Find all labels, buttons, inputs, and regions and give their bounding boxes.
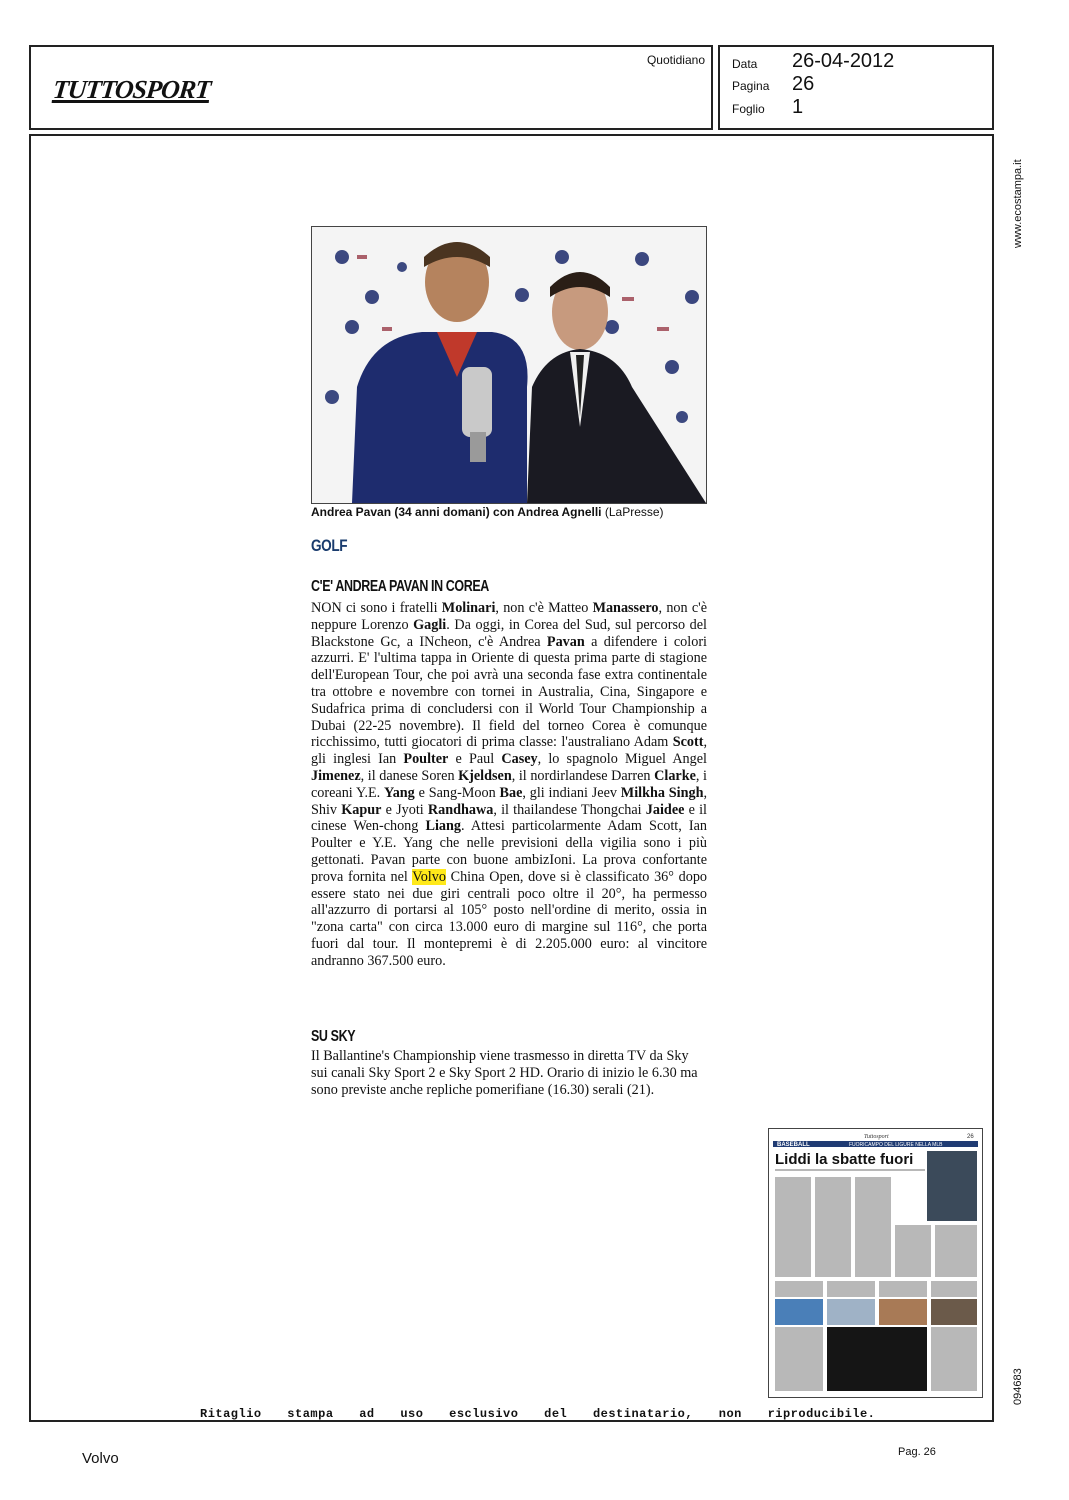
article-body	[311, 600, 707, 970]
publication-type: Quotidiano	[646, 53, 705, 67]
thumb-masthead: Tuttosport	[864, 1134, 889, 1140]
meta-value-sheet: 1	[792, 96, 804, 118]
photo-caption	[311, 505, 711, 519]
article-photo	[311, 226, 707, 504]
article-headline: C'E' ANDREA PAVAN IN COREA	[311, 578, 489, 595]
meta-value-page: 26	[792, 73, 815, 95]
page-thumbnail	[768, 1128, 983, 1398]
meta-label-sheet: Foglio	[732, 102, 765, 116]
thumb-kicker: FUORICAMPO DEL LIGURE NELLA MLB	[849, 1142, 943, 1148]
footer-disclaimer: Ritaglio stampa ad uso esclusivo del destinatario, non riproducibile.	[200, 1407, 876, 1421]
article-subhead: SU SKY	[311, 1028, 356, 1045]
caption-text: Andrea Pavan (34 anni domani) con Andrea Agnelli	[311, 505, 602, 519]
caption-source: (LaPresse)	[604, 505, 664, 519]
article-body-secondary: Il Ballantine's Championship viene trasmesso in diretta TV da Sky sui canali Sky Sport 2 e Sky Sport 2 HD. Orario di inizio le 6.30 ma sono previste anche repliche pomerifiane (16.30) serali (21).	[311, 1048, 698, 1098]
header-masthead-box	[29, 45, 713, 130]
header-meta-box	[718, 45, 994, 130]
client-name: Volvo	[82, 1450, 119, 1467]
section-label: GOLF	[311, 536, 348, 555]
meta-label-page: Pagina	[732, 79, 770, 93]
meta-value-date: 26-04-2012	[792, 50, 895, 72]
side-url: www.ecostampa.it	[1012, 159, 1024, 248]
photo-illustration	[312, 227, 706, 503]
thumb-page: 26	[967, 1134, 974, 1140]
page-number: Pag. 26	[898, 1446, 936, 1458]
meta-label-date: Data	[732, 57, 758, 71]
thumb-section: BASEBALL	[777, 1142, 810, 1148]
newspaper-logo: TUTTOSPORT	[51, 75, 212, 104]
side-code: 094683	[1012, 1368, 1024, 1405]
highlighted-keyword: Volvo	[412, 868, 446, 885]
thumb-headline: Liddi la sbatte fuori	[775, 1151, 914, 1168]
article-paragraph: NON ci sono i fratelli Molinari, non c'è Matteo Manassero, non c'è neppure Lorenzo Gagli. Da oggi, in Corea del Sud, sul percorso del Blackstone Gc, a INcheon, c'è Andrea Pavan a difendere i colori azzurri. E' l'ultima tappa in Oriente di questa prima parte di stagione dell'European Tour, che poi avrà una seconda fase extra continentale tra ottobre e novembre con tornei in Australia, Cina, Singapore e Sudafrica prima di concludersi con il World Tour Championship a Dubai (22-25 novembre). Il field del torneo Corea è comunque ricchissimo, tutti giocatori di prima classe: l'australiano Adam Scott, gli inglesi Ian Poulter e Paul Casey, lo spagnolo Miguel Angel Jimenez, il danese Soren Kjeldsen, il nordirlandese Darren Clarke, i coreani Y.E. Yang e Sang-Moon Bae, gli indiani Jeev Milkha Singh, Shiv Kapur e Jyoti Randhawa, il thailandese Thongchai Jaidee e il cinese Wen-chong Liang. Attesi particolarmente Adam Scott, Ian Poulter e Y.E. Yang che nelle previsioni della vigilia sono i più gettonati. Pavan parte con buone ambizIoni. La prova confortante prova fornita nel Volvo China Open, dove si è classificato 36° dopo essere stato nei due giri centrali poco oltre il 20°, ha permesso all'azzurro di portarsi al 105° posto nell'ordine di merito, ossia in "zona carta" con circa 13.000 euro di margine sul 116°, che porta fuori dal tour. Il montepremi è di 2.205.000 euro: al vincitore andranno 367.500 euro.	[311, 600, 708, 969]
page-thumbnail-drawing	[769, 1129, 982, 1397]
